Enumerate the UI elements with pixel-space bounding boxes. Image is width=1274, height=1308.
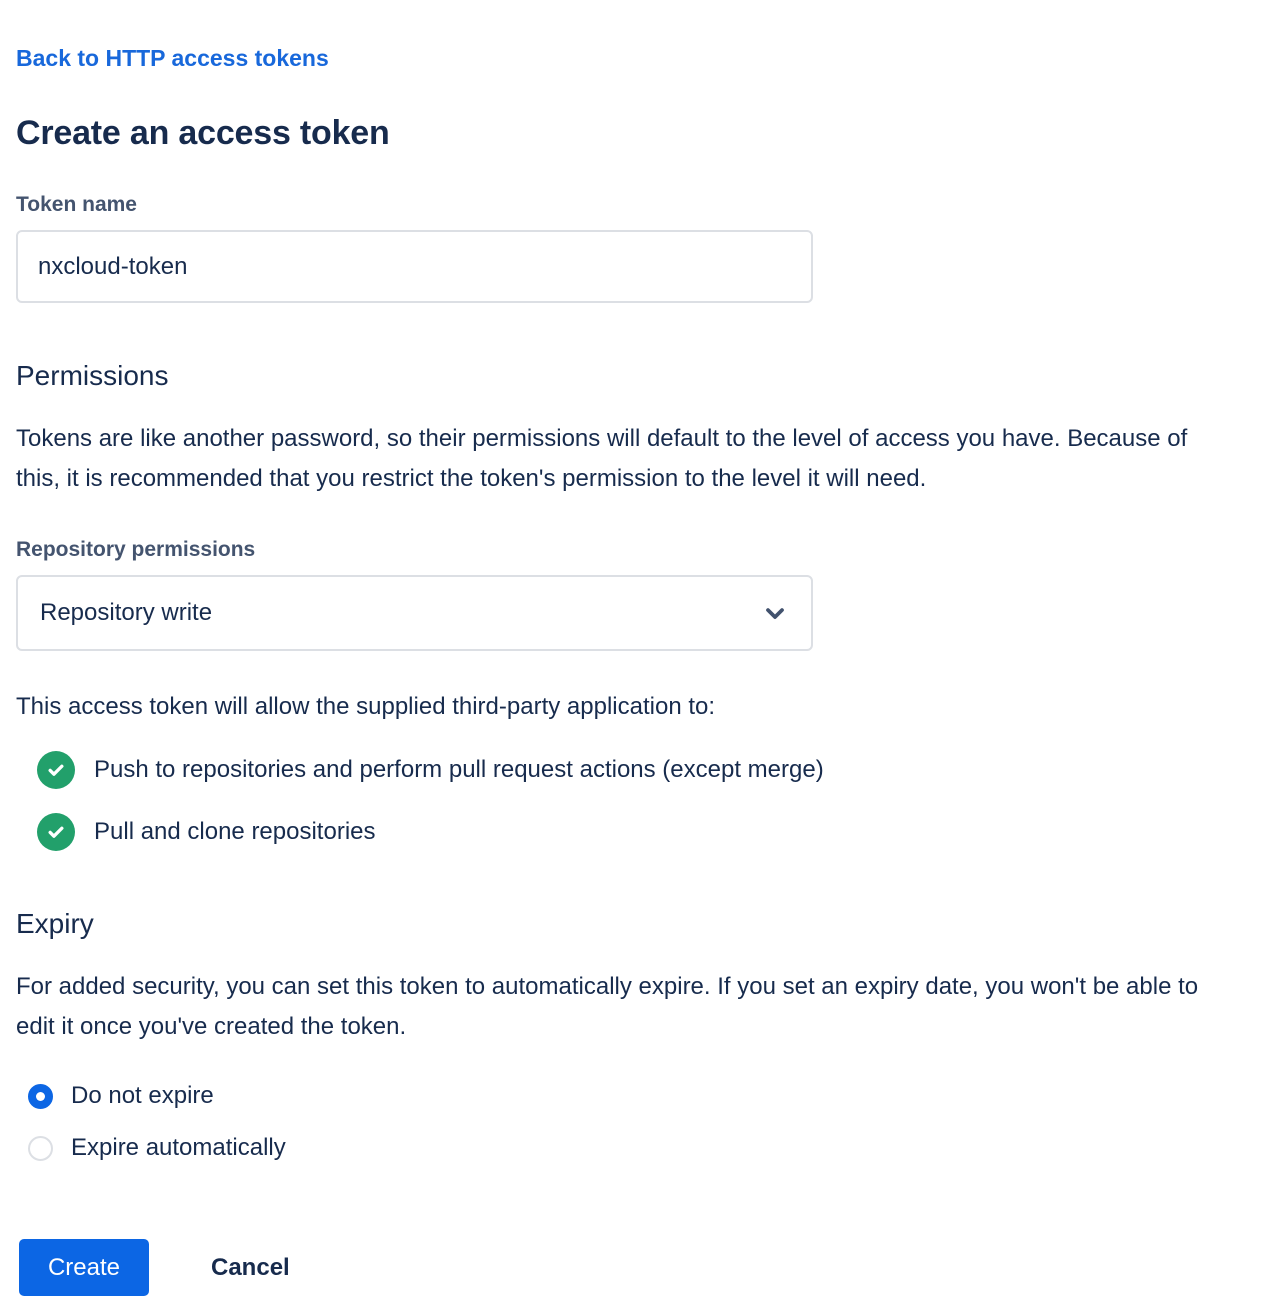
radio-expire-automatically-label: Expire automatically	[71, 1134, 286, 1161]
granted-permission-item	[37, 813, 1258, 851]
radio-button-icon[interactable]	[28, 1136, 53, 1161]
radio-do-not-expire[interactable]	[16, 1081, 1258, 1111]
chevron-down-icon	[761, 599, 789, 627]
expiry-radio-group	[16, 1081, 1258, 1163]
permissions-heading: Permissions	[16, 360, 169, 391]
allow-intro-text: This access token will allow the supplied third-party application to:	[16, 693, 716, 720]
expiry-description: For added security, you can set this token to automatically expire. If you set an expiry date, you won't be able to edit it once you've created the token.	[16, 973, 1199, 1040]
check-circle-icon	[37, 813, 75, 851]
granted-permission-text: Pull and clone repositories	[94, 818, 376, 845]
radio-do-not-expire-label: Do not expire	[71, 1082, 214, 1109]
granted-permission-item	[37, 751, 1258, 789]
form-actions	[19, 1239, 1258, 1296]
token-name-input[interactable]	[16, 230, 813, 303]
repository-permissions-label: Repository permissions	[16, 538, 256, 561]
granted-permission-text: Push to repositories and perform pull request actions (except merge)	[94, 756, 824, 783]
repository-permissions-select[interactable]	[16, 575, 813, 651]
radio-button-icon[interactable]	[28, 1084, 53, 1109]
create-button[interactable]: Create	[19, 1239, 149, 1296]
expiry-heading: Expiry	[16, 908, 94, 939]
page-title: Create an access token	[16, 114, 390, 152]
granted-permissions-list	[16, 751, 1258, 851]
repository-permissions-selected-value: Repository write	[40, 599, 213, 626]
check-circle-icon	[37, 751, 75, 789]
back-to-http-access-tokens-link[interactable]: Back to HTTP access tokens	[16, 45, 329, 71]
cancel-button[interactable]: Cancel	[193, 1244, 308, 1292]
radio-expire-automatically[interactable]	[16, 1133, 1258, 1163]
permissions-description: Tokens are like another password, so their permissions will default to the level of access you have. Because of this, it is recommended that you restrict the token's permission to the level it will need.	[16, 425, 1188, 492]
token-name-label: Token name	[16, 193, 137, 216]
